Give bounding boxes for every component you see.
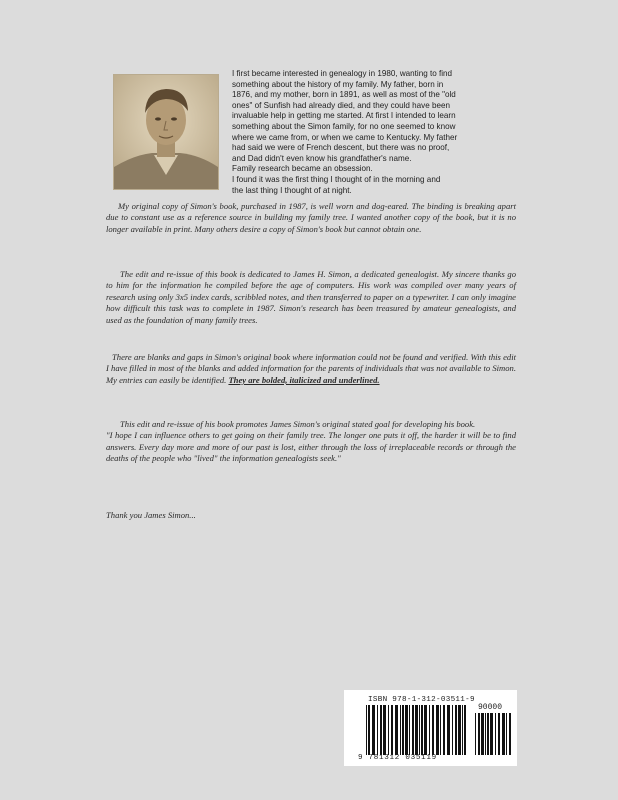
paragraph-goal: [106, 419, 516, 465]
price-code: 90000: [478, 703, 503, 712]
barcode-bar: [452, 705, 453, 755]
portrait-image: [114, 75, 218, 189]
barcode-bar: [432, 705, 434, 755]
intro-line: Family research became an obsession.: [232, 164, 373, 174]
intro-line: 1876, and my mother, born in 1891, as well as most of the "old: [232, 90, 456, 100]
isbn-barcode: [344, 690, 517, 766]
intro-line: something about the Simon family, for no one seemed to know: [232, 121, 456, 131]
barcode-bar: [490, 713, 493, 755]
barcode-bar: [415, 705, 418, 755]
paragraph-thanks: [106, 510, 516, 521]
barcode-bar: [443, 705, 445, 755]
paragraph-text: [106, 352, 516, 386]
author-portrait-photo: [113, 74, 219, 190]
barcode-bar: [502, 713, 505, 755]
barcode-bar: [380, 705, 382, 755]
paragraph-text: The edit and re-issue of this book is dedicated to James H. Simon, a dedicated genealogist. My sincere thanks go to him for the information he compiled before the age of computers. His work was compiled over many years of research using only 3x5 index cards, scribbled notes, and then transferred to paper on a typewriter. I can only imagine how difficult this task was to complete in 1987. Simon's research has been treasured by amateur genealogists, and used as the foundation of many family trees.: [106, 269, 516, 325]
barcode-digits: 9 781312 035119: [358, 754, 437, 762]
intro-line: where we came from, or when we came to Kentucky. My father: [232, 132, 458, 142]
intro-line: something about the history of my family. My father, born in: [232, 79, 444, 89]
barcode-bar: [485, 713, 486, 755]
addon-barcode-bars: [475, 713, 513, 755]
barcode-bar: [424, 705, 427, 755]
barcode-bar: [366, 705, 367, 755]
barcode-bar: [391, 705, 393, 755]
barcode-bar: [458, 705, 461, 755]
paragraph-original-copy: [106, 201, 516, 235]
barcode-bar: [419, 705, 420, 755]
barcode-bar: [506, 713, 507, 755]
barcode-bars: [366, 705, 470, 755]
intro-line: invaluable help in getting me started. At first I intended to learn: [232, 111, 456, 121]
barcode-bar: [412, 705, 414, 755]
paragraph-blanks-and-gaps: [106, 352, 516, 386]
intro-line: I found it was the first thing I thought of in the morning and: [232, 174, 441, 184]
barcode-bar: [495, 713, 496, 755]
barcode-bar: [481, 713, 484, 755]
intro-line: and Dad didn't even know his grandfather's name.: [232, 153, 412, 163]
paragraph-text: This edit and re-issue of his book promotes James Simon's original stated goal for developing his book.: [120, 419, 476, 429]
barcode-bar: [447, 705, 450, 755]
barcode-bar: [440, 705, 441, 755]
intro-line: the last thing I thought of at night.: [232, 185, 352, 195]
barcode-bar: [475, 713, 476, 755]
barcode-bar: [383, 705, 386, 755]
barcode-bar: [429, 705, 430, 755]
intro-line: had said we were of French descent, but there was no proof,: [232, 143, 450, 153]
barcode-bar: [409, 705, 410, 755]
intro-text: [232, 69, 532, 196]
barcode-bar: [478, 713, 480, 755]
paragraph-text: Thank you James Simon...: [106, 510, 196, 520]
barcode-bar: [402, 705, 404, 755]
barcode-bar: [462, 705, 463, 755]
intro-line: ones" of Sunfish had already died, and they could have been: [232, 100, 450, 110]
paragraph-body: There are blanks and gaps in Simon's original book where information could not be found and verified. With this edit I have filled in most of the blanks and added information for the parents of individuals that was not available to Simon. My entries can easily be identified.: [106, 352, 516, 385]
barcode-bar: [509, 713, 511, 755]
barcode-bar: [405, 705, 408, 755]
barcode-bar: [377, 705, 378, 755]
barcode-bar: [368, 705, 370, 755]
barcode-bar: [388, 705, 389, 755]
barcode-bar: [395, 705, 398, 755]
paragraph-dedication: [106, 269, 516, 326]
barcode-bar: [498, 713, 500, 755]
barcode-bar: [436, 705, 439, 755]
quote-text: "I hope I can influence others to get going on their family tree. The longer one puts it off, the harder it will be to find answers. Every day more and more of our past is lost, either through the loss of irreplaceable records or through the deaths of the people who "lived" the information genealogists seek.": [106, 430, 516, 464]
paragraph-text: My original copy of Simon's book, purchased in 1987, is well worn and dog-eared. The binding is breaking apart due to constant use as a reference source in building my family tree. I wanted another copy of the book, but it is no longer available in print. Many others desire a copy of Simon's book but cannot obtain one.: [106, 201, 516, 234]
intro-line: I first became interested in genealogy in 1980, wanting to find: [232, 69, 453, 78]
emphasized-note: They are bolded, italicized and underlined.: [228, 374, 380, 385]
barcode-bar: [487, 713, 489, 755]
barcode-bar: [400, 705, 401, 755]
barcode-bar: [421, 705, 423, 755]
isbn-label: ISBN 978-1-312-03511-9: [368, 696, 475, 704]
barcode-bar: [464, 705, 466, 755]
barcode-bar: [372, 705, 375, 755]
barcode-bar: [455, 705, 457, 755]
